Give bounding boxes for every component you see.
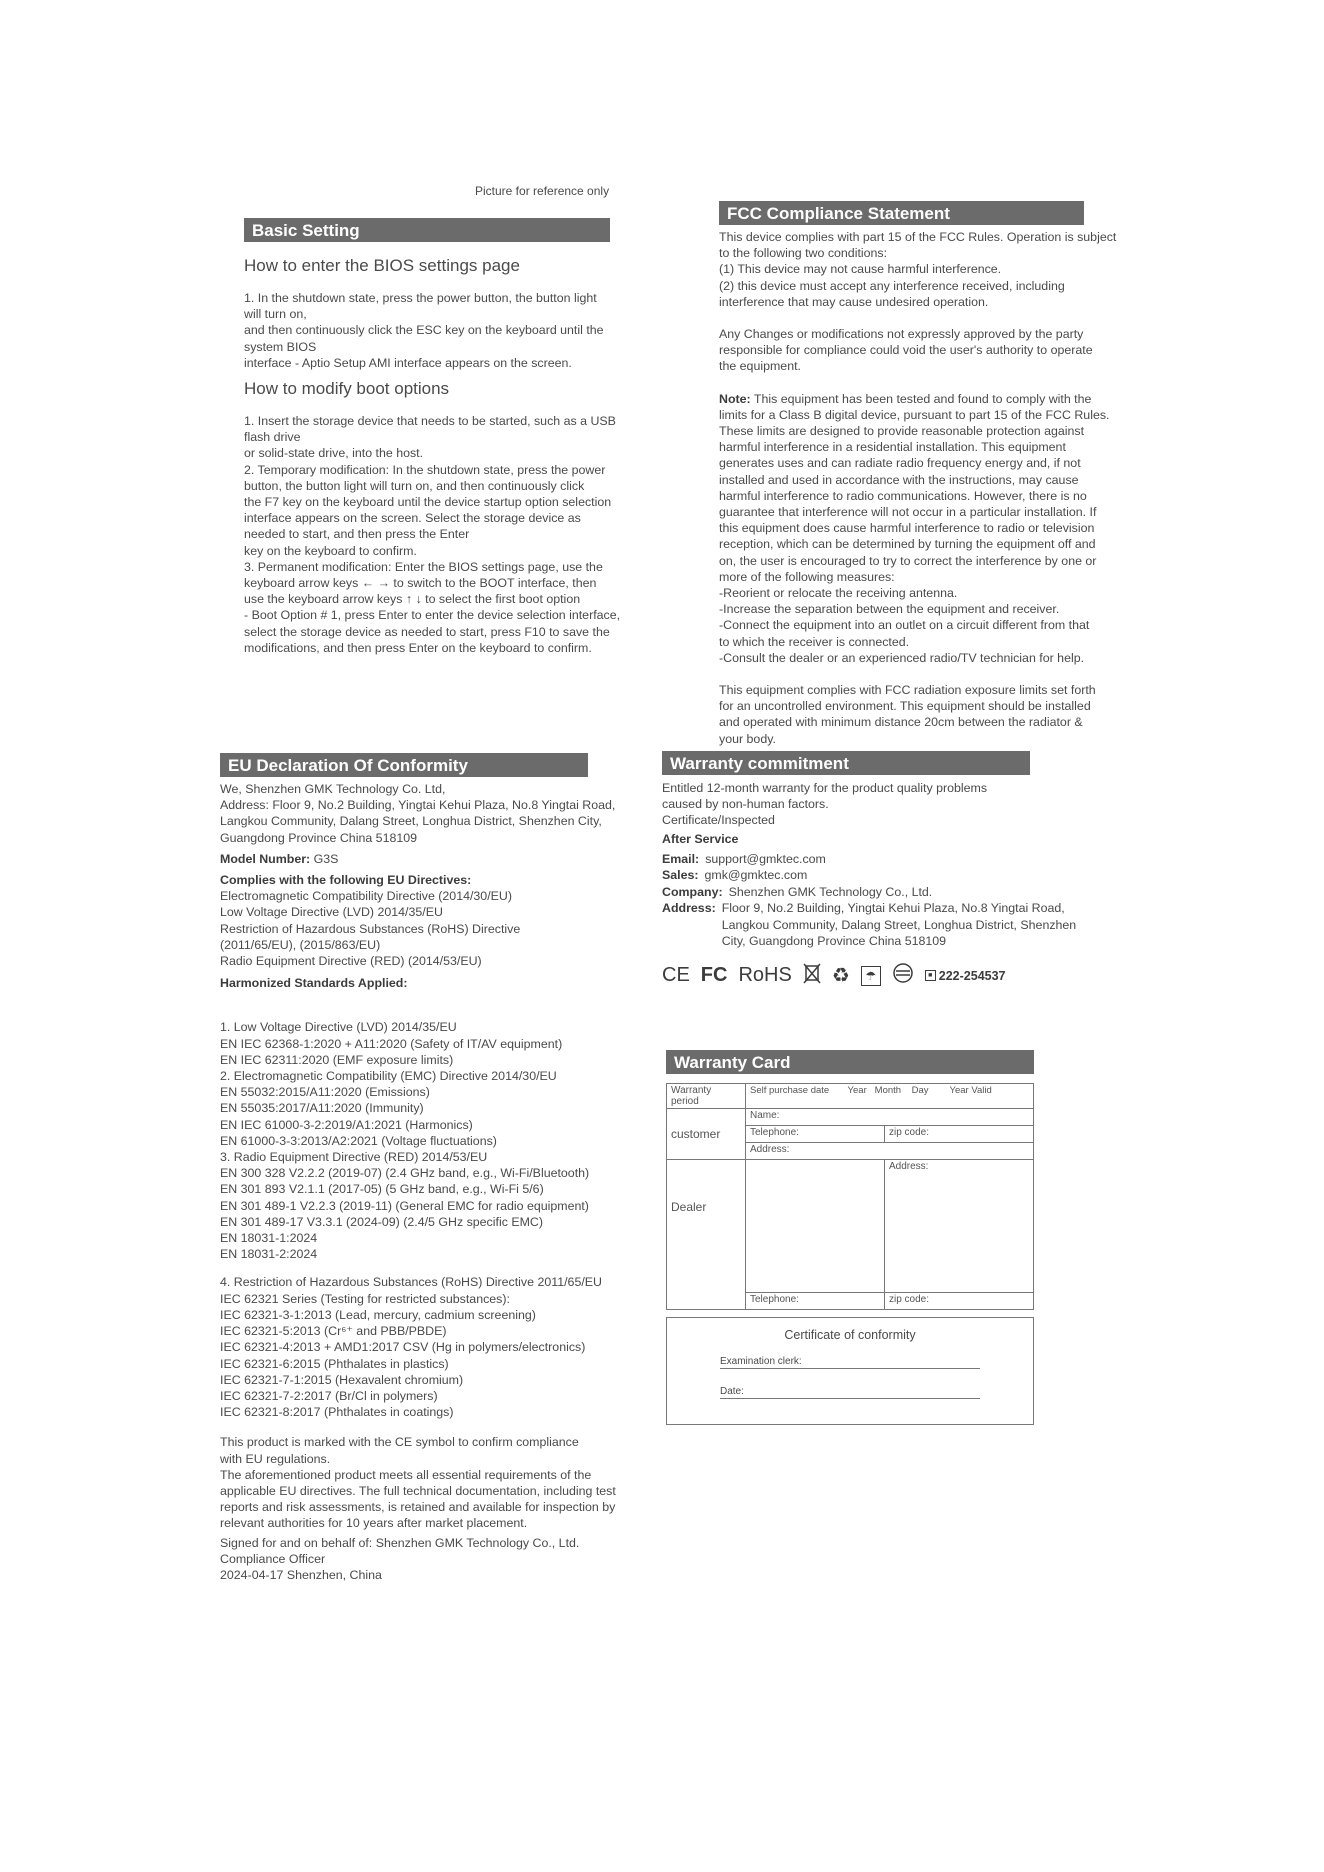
eu-address: We, Shenzhen GMK Technology Co. Ltd, Address: Floor 9, No.2 Building, Yingtai Kehui Plaza, No.8 Yingtai Road, Langkou Community, Dalang Street, Longhua District, Shenzhen City, Guangdong Province China 518109 xyxy=(220,782,616,845)
eu-directives: Electromagnetic Compatibility Directive (2014/30/EU) Low Voltage Directive (LVD) 2014/35/EU Restriction of Hazardous Substances (RoHS) Directive (2011/65/EU), (2015/863/EU) Radio Equipment Directive (RED) (2014/53/EU) xyxy=(220,889,521,969)
warranty-card-section xyxy=(666,1050,1036,1425)
customer-address-field[interactable]: Address: xyxy=(746,1143,1034,1160)
bios-heading: How to enter the BIOS settings page xyxy=(244,256,520,275)
certificate-title: Certificate of conformity xyxy=(784,1328,916,1342)
reference-note: Picture for reference only xyxy=(475,184,610,198)
email-value: support@gmktec.com xyxy=(705,851,826,866)
harmonized-standards: 1. Low Voltage Directive (LVD) 2014/35/EU EN IEC 62368-1:2020 + A11:2020 (Safety of IT/AV equipment) EN IEC 62311:2020 (EMF exposure limits) 2. Electromagnetic Compatibility (EMC) Directive 2014/30/EU EN 55032:2015/A11:2020 (Emissions) EN 55035:2017/A11:2020 (Immunity) EN IEC 61000-3-2:2019/A1:2021 (Harmonics) EN 61000-3-3:2013/A2:2021 (Voltage fluctuations) 3. Radio Equipment Directive (RED) 2014/53/EU EN 300 328 V2.2.2 (2019-07) (2.4 GHz band, e.g., Wi-Fi/Bluetooth) EN 301 893 V2.1.1 (2017-05) (5 GHz band, e.g., Wi-Fi 5/6) EN 301 489-1 V2.2.3 (2019-11) (General EMC for radio equipment) EN 301 489-17 V3.3.1 (2024-09) (2.4/5 GHz specific EMC) EN 18031-1:2024 EN 18031-2:2024 xyxy=(220,1020,590,1262)
weee-bin-icon xyxy=(803,962,821,990)
certification-marks xyxy=(662,962,1092,990)
certificate-of-conformity xyxy=(666,1317,1034,1425)
fcc-paragraph-3: Note: This equipment has been tested and found to comply with the limits for a Class B digital device, pursuant to part 15 of the FCC Rules. These limits are designed to provide reasonable protection against harmful interference in a residential installation. This equipment generates uses and can radiate radio frequency energy and, if not installed and used in accordance with the instructions, may cause harmful interference to radio communications. However, there is no guarantee that interference will not occur in a particular installation. If this equipment does cause harmful interference to radio or television reception, which can be determined by turning the equipment off and on, the user is encouraged to try to correct the interference by one or more of the following measures: -Reorient or relocate the receiving antenna. -Increase the separation between the equipment and receiver. -Connect the equipment into an outlet on a circuit different from that to which the receiver is connected. -Consult the dealer or an experienced radio/TV technician for help. xyxy=(719,391,1110,665)
eu-declaration-section xyxy=(220,753,630,1583)
sales-value: gmk@gmktec.com xyxy=(704,868,808,883)
dealer-label: Dealer xyxy=(667,1160,746,1310)
model-number: Model Number: G3S xyxy=(220,851,339,866)
dealer-zip-field[interactable]: zip code: xyxy=(885,1293,1034,1310)
after-service-label: After Service xyxy=(662,831,739,846)
signature-block: Signed for and on behalf of: Shenzhen GMK Technology Co., Ltd. Compliance Officer 2024-04-17 Shenzhen, China xyxy=(220,1535,580,1582)
warranty-card-table xyxy=(666,1083,1034,1310)
address-row: Address: Floor 9, No.2 Building, Yingtai Kehui Plaza, No.8 Yingtai Road, Langkou Community, Dalang Street, Longhua District, Shenzhen City, Guangdong Province China 518109 xyxy=(662,901,1077,949)
warranty-card-title: Warranty Card xyxy=(666,1050,1034,1074)
warranty-section xyxy=(662,751,1092,990)
bios-steps: 1. In the shutdown state, press the power button, the button light will turn on, and then continuously click the ESC key on the keyboard until the system BIOS interface - Aptio Setup AMI interface appears on the screen. xyxy=(244,291,604,370)
approval-box-icon: ■ xyxy=(925,970,936,981)
customer-label: customer xyxy=(667,1109,746,1160)
rohs-mark-icon: RoHS xyxy=(738,964,792,987)
purchase-date-cell: Self purchase date Year Month Day Year Valid xyxy=(746,1084,1034,1109)
warranty-period-cell: Warranty period xyxy=(667,1084,746,1109)
recycle-icon: ♻ xyxy=(831,965,850,988)
fcc-title: FCC Compliance Statement xyxy=(719,201,1084,225)
examination-clerk-field[interactable]: Examination clerk: xyxy=(720,1356,980,1369)
date-field[interactable]: Date: xyxy=(720,1386,980,1399)
customer-telephone-field[interactable]: Telephone: xyxy=(746,1126,885,1143)
sales-row: Sales: gmk@gmktec.com xyxy=(662,868,808,883)
warranty-title: Warranty commitment xyxy=(662,751,1030,775)
fcc-paragraph-1: This device complies with part 15 of the FCC Rules. Operation is subject to the following two conditions: (1) This device may not cause harmful interference. (2) this device must accept any interference received, including interference that may cause undesired operation. xyxy=(719,230,1117,309)
customer-name-field[interactable]: Name: xyxy=(746,1109,1034,1126)
ce-closing: This product is marked with the CE symbol to confirm compliance with EU regulations. The aforementioned product meets all essential requirements of the applicable EU directives. The full technical documentation, including test reports and risk assessments, is retained and available for inspection by relevant authorities for 10 years after market placement. xyxy=(220,1435,616,1531)
keep-dry-icon: ☂ xyxy=(861,966,881,986)
boot-steps: 1. Insert the storage device that needs to be started, such as a USB flash drive or solid-state drive, into the host. 2. Temporary modification: In the shutdown state, press the power button, the button light will turn on, and then continuously click the F7 key on the keyboard until the device startup option selection interface appears on the screen. Select the storage device as needed to start, and then press the Enter key on the keyboard to confirm. 3. Permanent modification: Enter the BIOS settings page, use the keyboard arrow keys ← → to switch to the BOOT interface, then use the keyboard arrow keys ↑ ↓ to select the first boot option - Boot Option # 1, press Enter to enter the device selection interface, select the storage device as needed to start, press F10 to save the modifications, and then press Enter on the keyboard to confirm. xyxy=(244,414,621,655)
basic-setting-title: Basic Setting xyxy=(244,218,610,242)
dealer-info-field[interactable] xyxy=(746,1160,885,1293)
warranty-terms: Entitled 12-month warranty for the product quality problems caused by non-human factors. Certificate/Inspected xyxy=(662,781,988,828)
chinese-approval-icon xyxy=(892,962,914,990)
rohs-standards: 4. Restriction of Hazardous Substances (RoHS) Directive 2011/65/EU IEC 62321 Series (Testing for restricted substances): IEC 62321-3-1:2013 (Lead, mercury, cadmium screening) IEC 62321-5:2013 (Cr⁶⁺ and PBB/PBDE) IEC 62321-4:2013 + AMD1:2017 CSV (Hg in polymers/electronics) IEC 62321-6:2015 (Phthalates in plastics) IEC 62321-7-1:2015 (Hexavalent chromium) IEC 62321-7-2:2017 (Br/Cl in polymers) IEC 62321-8:2017 (Phthalates in coatings) xyxy=(220,1275,602,1420)
directives-label: Complies with the following EU Directives: xyxy=(220,873,472,888)
note-label: Note: xyxy=(719,391,751,406)
company-row: Company: Shenzhen GMK Technology Co., Ltd. xyxy=(662,884,933,899)
fcc-section xyxy=(719,201,1119,747)
dealer-address-field[interactable]: Address: xyxy=(885,1160,1034,1293)
dealer-telephone-field[interactable]: Telephone: xyxy=(746,1293,885,1310)
fcc-mark-icon: FC xyxy=(700,964,728,987)
ce-mark-icon: CE xyxy=(662,964,690,987)
fcc-paragraph-2: Any Changes or modifications not expressly approved by the party responsible for compliance could void the user's authority to operate the equipment. xyxy=(719,327,1093,374)
approval-number: ■ 222-254537 xyxy=(925,969,1006,983)
email-row: Email: support@gmktec.com xyxy=(662,851,826,866)
customer-zip-field[interactable]: zip code: xyxy=(885,1126,1034,1143)
eu-title: EU Declaration Of Conformity xyxy=(220,753,588,777)
boot-heading: How to modify boot options xyxy=(244,379,450,399)
fcc-paragraph-4: This equipment complies with FCC radiation exposure limits set forth for an uncontrolled environment. This equipment should be installed and operated with minimum distance 20cm between the radiator & your body. xyxy=(719,683,1096,746)
harmonized-label: Harmonized Standards Applied: xyxy=(220,976,408,991)
